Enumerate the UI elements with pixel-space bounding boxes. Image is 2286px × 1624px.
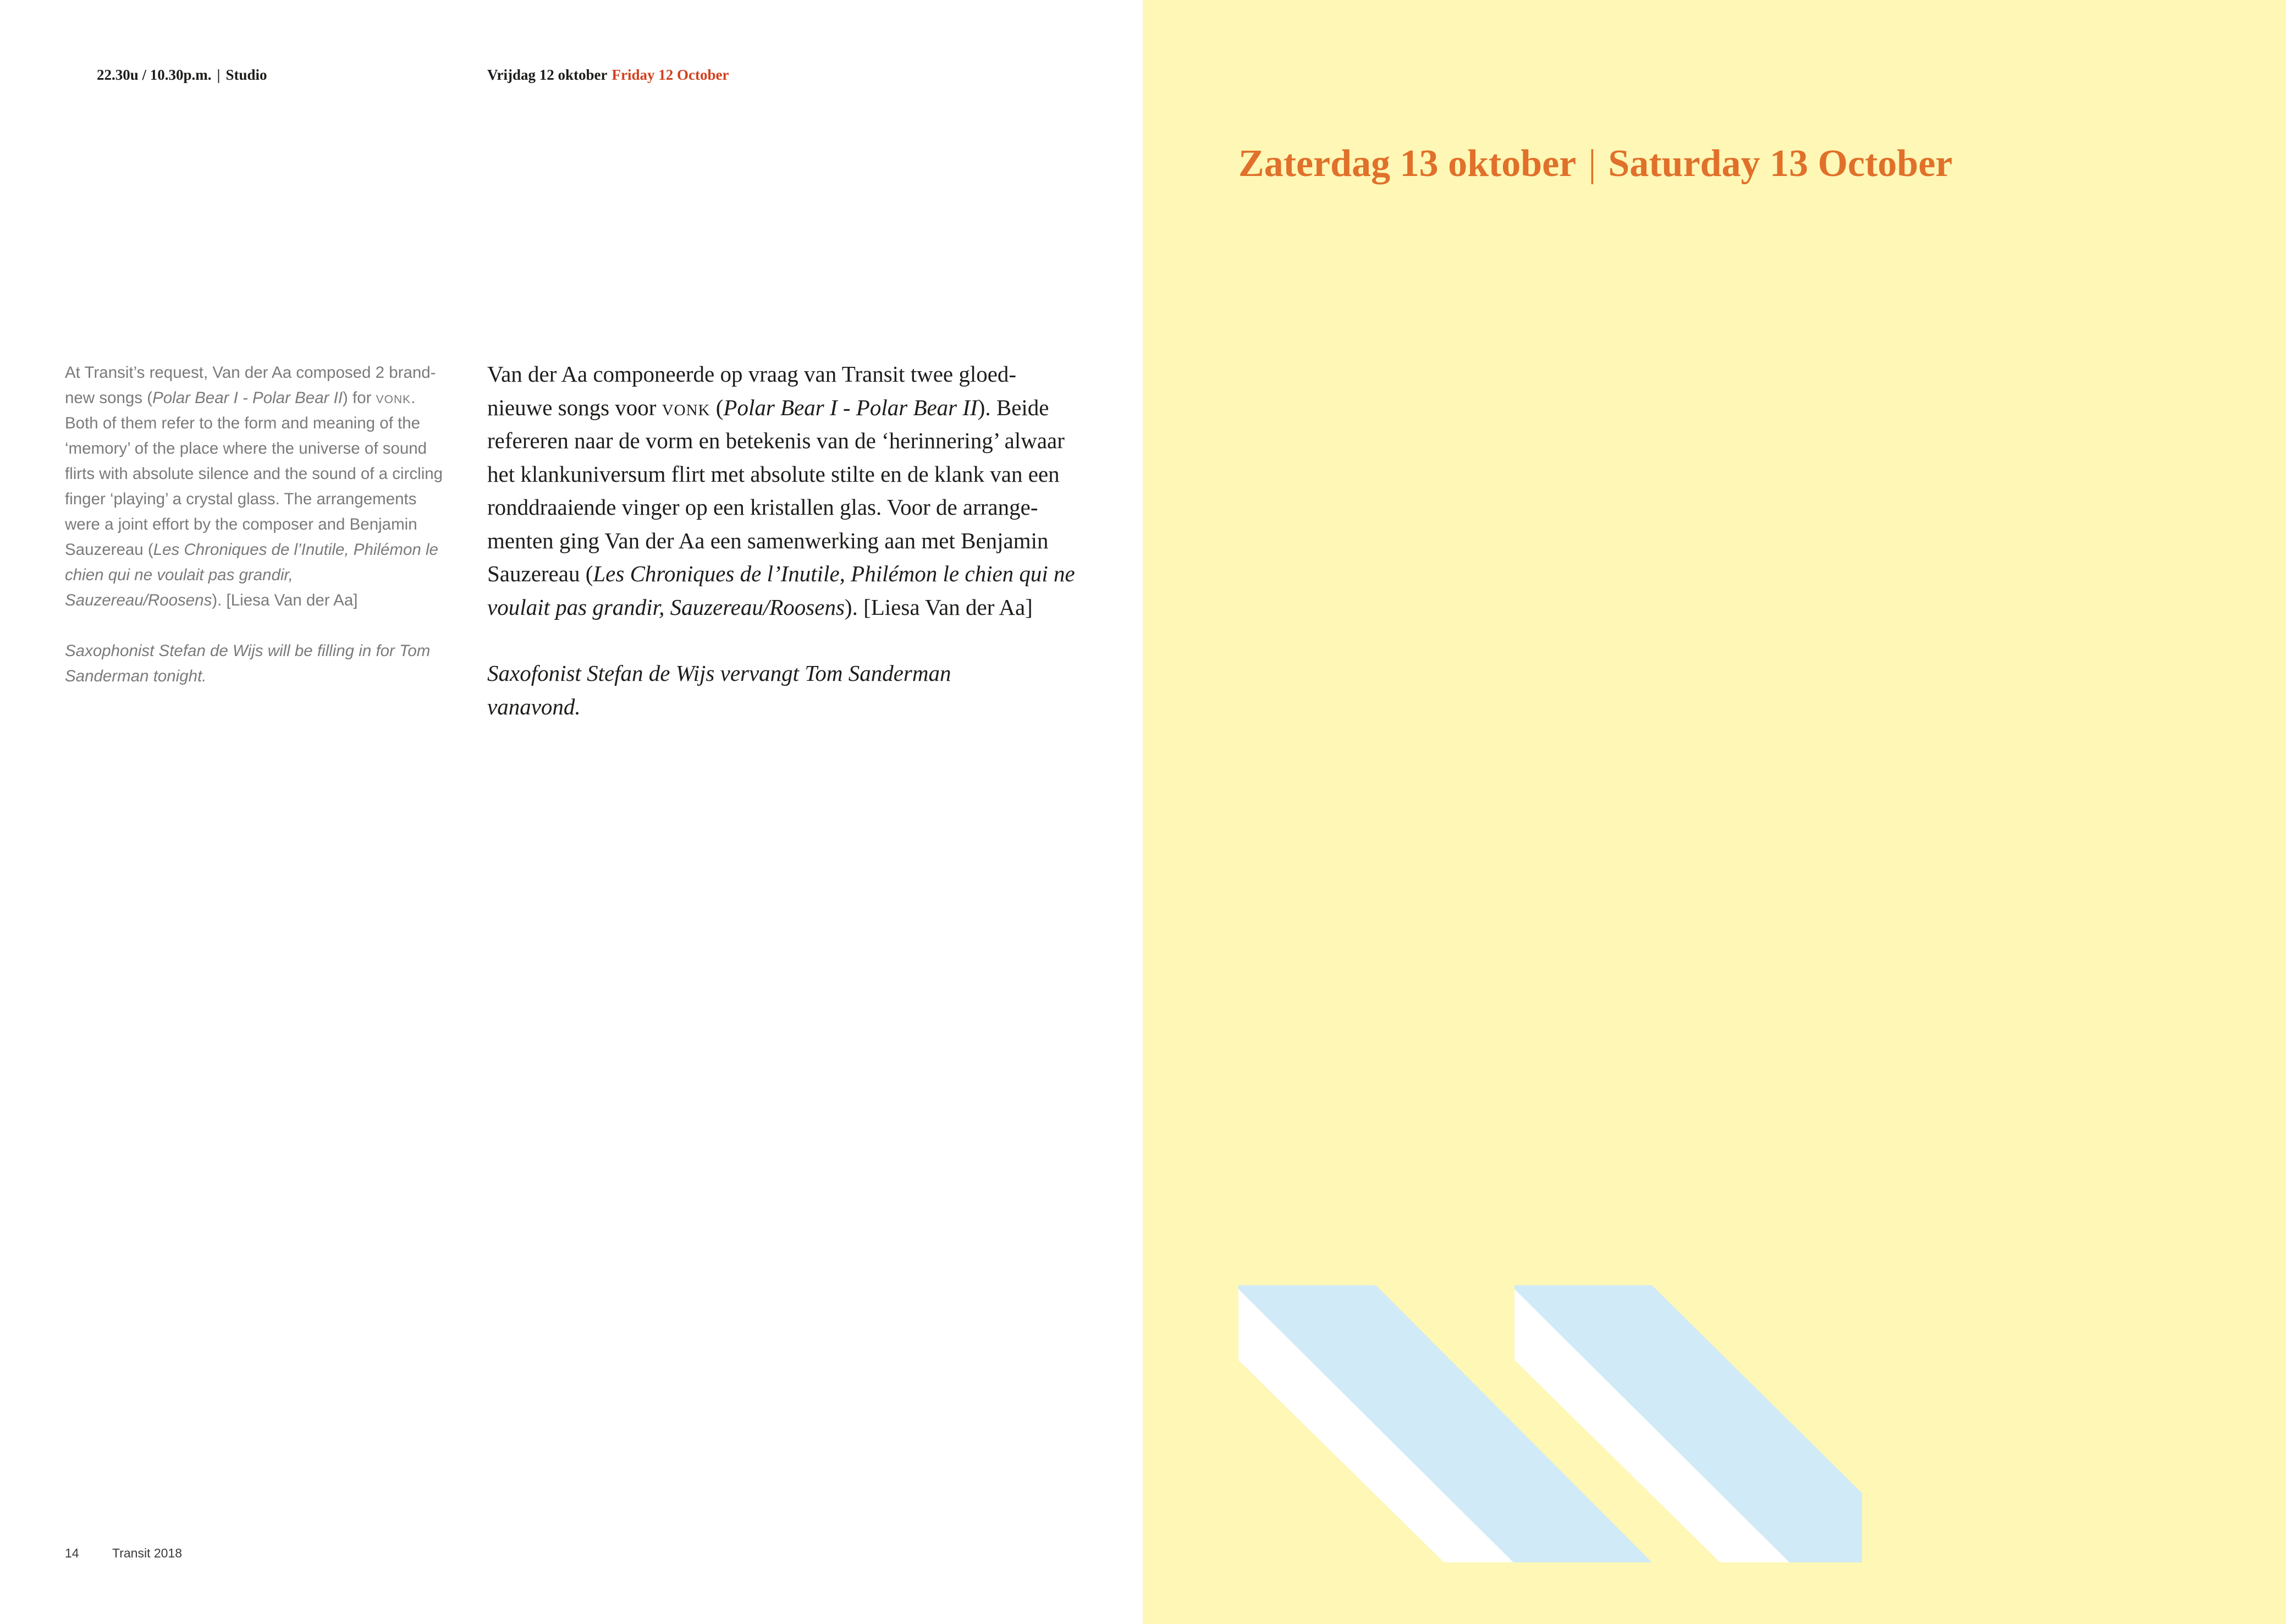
right-page: [1143, 0, 2286, 1624]
dutch-works-titles: Les Chroniques de l’Inutile, Philémon le chien qui ne: [593, 561, 1075, 586]
summary-band-name: vonk: [376, 389, 411, 407]
dutch-note: Saxofonist Stefan de Wijs vervangt Tom Sanderman vanavond.: [487, 660, 951, 719]
dutch-body-text: [487, 357, 1075, 723]
day-heading-en: Saturday 13 October: [1608, 142, 1953, 185]
dutch-line: ronddraaiende vinger op een kristallen glas. Voor de arrange-: [487, 494, 1038, 520]
dutch-text: (: [710, 394, 724, 420]
header-date: [487, 67, 729, 84]
header-date-nl: Vrijdag 12 oktober: [487, 67, 608, 83]
header-time: 22.30u / 10.30p.m.: [97, 67, 212, 83]
page-number: 14: [65, 1546, 79, 1560]
dutch-text: ). [Liesa Van der Aa]: [844, 594, 1033, 620]
dutch-text: nieuwe songs voor: [487, 394, 662, 420]
day-heading-separator: |: [1588, 142, 1596, 185]
dutch-line: refereren naar de vorm en betekenis van de ‘herinnering’ alwaar: [487, 428, 1065, 453]
publication-title: Transit 2018: [112, 1546, 182, 1560]
header-date-en: Friday 12 October: [612, 67, 729, 83]
dutch-song-titles: Polar Bear I - Polar Bear II: [723, 394, 978, 420]
double-diagonal-stripes-graphic: [1238, 1285, 1862, 1562]
dutch-band-name: vonk: [662, 394, 710, 420]
dutch-paragraph: [487, 357, 1075, 624]
dutch-line: menten ging Van der Aa een samenwerking aan met Benjamin: [487, 527, 1049, 553]
dutch-line: Van der Aa componeerde op vraag van Transit twee gloed-: [487, 361, 1017, 387]
english-summary-paragraph: [65, 360, 444, 613]
english-summary: [65, 360, 444, 689]
dutch-line: het klankuniversum flirt met absolute stilte en de klank van een: [487, 461, 1060, 487]
dutch-line: [487, 591, 1037, 624]
summary-text: At Transit’s request, Van der Aa composed 2 brand-new songs (: [65, 364, 436, 407]
summary-song-titles: Polar Bear I - Polar Bear II: [152, 389, 343, 407]
day-heading-nl: Zaterdag 13 oktober: [1238, 142, 1577, 185]
dutch-line: [487, 557, 1075, 591]
header-separator: |: [217, 67, 221, 83]
header-time-venue: [97, 67, 267, 84]
summary-text: ). [Liesa Van der Aa]: [212, 591, 358, 609]
summary-text: . Both of them refer to the form and meaning of the ‘memory’ of the place where the universe of sound flirts with absolute silence and the sound of a circling finger ‘playing’ a crystal glass. The arrangements were a joint effort by the composer and Benjamin Sauzereau (: [65, 389, 443, 559]
summary-text: ) for: [343, 389, 376, 407]
dutch-text: ). Beide: [977, 394, 1049, 420]
english-note: Saxophonist Stefan de Wijs will be filling in for Tom Sanderman tonight.: [65, 642, 431, 685]
summary-works-titles: Les Chroniques de l’Inutile, Philémon le chien qui ne voulait pas grandir, Sauzereau/Roosens: [65, 541, 438, 609]
dutch-text: Sauzereau (: [487, 561, 593, 586]
header-venue: Studio: [225, 67, 267, 83]
day-heading: [1238, 142, 1952, 186]
dutch-works-titles: voulait pas grandir, Sauzereau/Roosens: [487, 594, 845, 620]
dutch-line: [487, 391, 1049, 425]
